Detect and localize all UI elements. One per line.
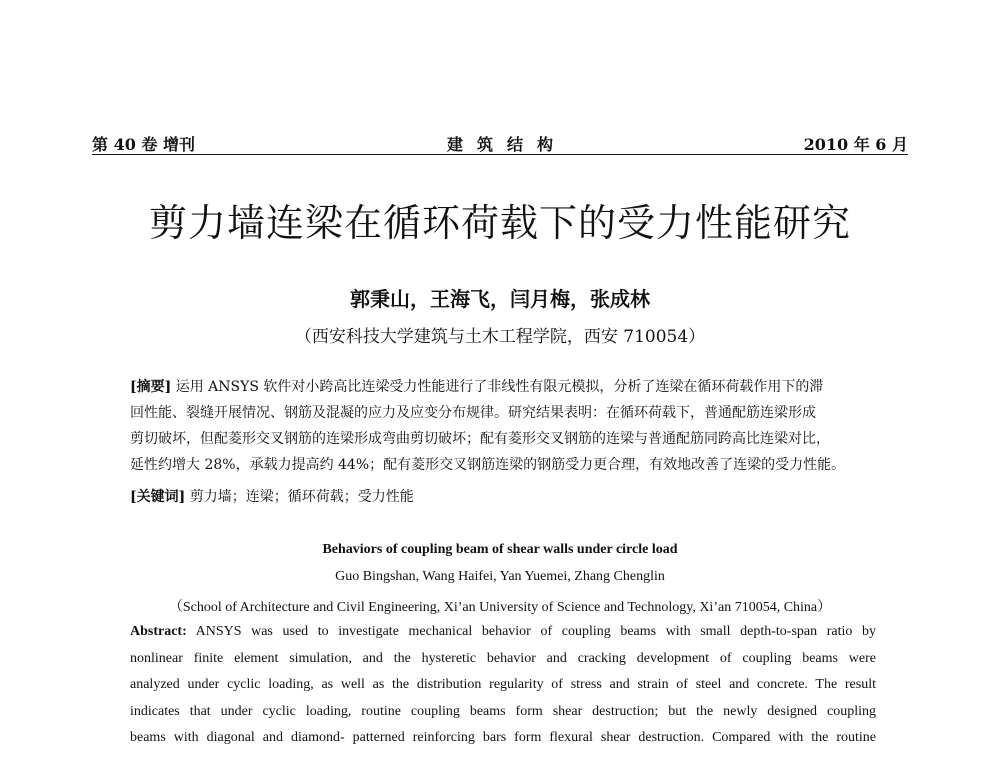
authors-en: Guo Bingshan, Wang Haifei, Yan Yuemei, Zhang Chenglin bbox=[335, 569, 665, 584]
abstract-en-line: analyzed under cyclic loading, as well as the distribution regularity of stress and strain of steel and concrete. The result bbox=[130, 677, 876, 692]
paper-title-en: Behaviors of coupling beam of shear walls under circle load bbox=[322, 542, 678, 557]
authors-cn: 郭秉山，王海飞，闫月梅，张成林 bbox=[350, 287, 650, 311]
abstract-cn bbox=[130, 374, 878, 478]
keywords-cn bbox=[130, 484, 414, 510]
running-header bbox=[92, 132, 908, 155]
header-date: 2010 年 6 月 bbox=[803, 135, 908, 154]
affiliation-en: （School of Architecture and Civil Engineering, Xi’an University of Science and Technology, Xi’an 710054, China） bbox=[168, 600, 832, 615]
abstract-en bbox=[130, 619, 876, 752]
abstract-en-label: Abstract: bbox=[130, 624, 187, 639]
abstract-en-line: indicates that under cyclic loading, routine coupling beams form shear destruction; but the newly designed coupling bbox=[130, 703, 876, 719]
abstract-cn-line: 延性约增大 28%，承载力提高约 44%；配有菱形交叉钢筋连梁的钢筋受力更合理，有效地改善了连梁的受力性能。 bbox=[130, 457, 846, 473]
abstract-en-line: Abstract: ANSYS was used to investigate mechanical behavior of coupling beams with small depth-to-span ratio by bbox=[130, 624, 876, 639]
abstract-cn-line: [摘要] 运用 ANSYS 软件对小跨高比连梁受力性能进行了非线性有限元模拟，分析了连梁在循环荷载作用下的滞 bbox=[130, 379, 824, 395]
abstract-cn-label: [摘要] bbox=[130, 379, 172, 395]
abstract-en-line: beams with diagonal and diamond- patterned reinforcing bars form flexural shear destruction. Compared with the routine bbox=[130, 730, 876, 745]
header-volume: 第 40 卷 增刊 bbox=[92, 135, 195, 154]
header-journal: 建筑结构 bbox=[446, 135, 567, 154]
keywords-cn-label: [关键词] bbox=[130, 489, 186, 505]
abstract-cn-line: 回性能、裂缝开展情况、钢筋及混凝的应力及应变分布规律。研究结果表明：在循环荷载下，普通配筋连梁形成 bbox=[130, 405, 816, 421]
keywords-cn-text: 剪力墙；连梁；循环荷载；受力性能 bbox=[185, 489, 414, 505]
affiliation-cn: （西安科技大学建筑与土木工程学院，西安 710054） bbox=[294, 327, 706, 347]
paper-title-cn: 剪力墙连梁在循环荷载下的受力性能研究 bbox=[148, 201, 851, 245]
abstract-en-line: nonlinear finite element simulation, and the hysteretic behavior and cracking development of coupling beams were bbox=[130, 650, 876, 666]
abstract-cn-line: 剪切破坏，但配菱形交叉钢筋的连梁形成弯曲剪切破坏；配有菱形交叉钢筋的连梁与普通配筋同跨高比连梁对比， bbox=[130, 431, 830, 447]
